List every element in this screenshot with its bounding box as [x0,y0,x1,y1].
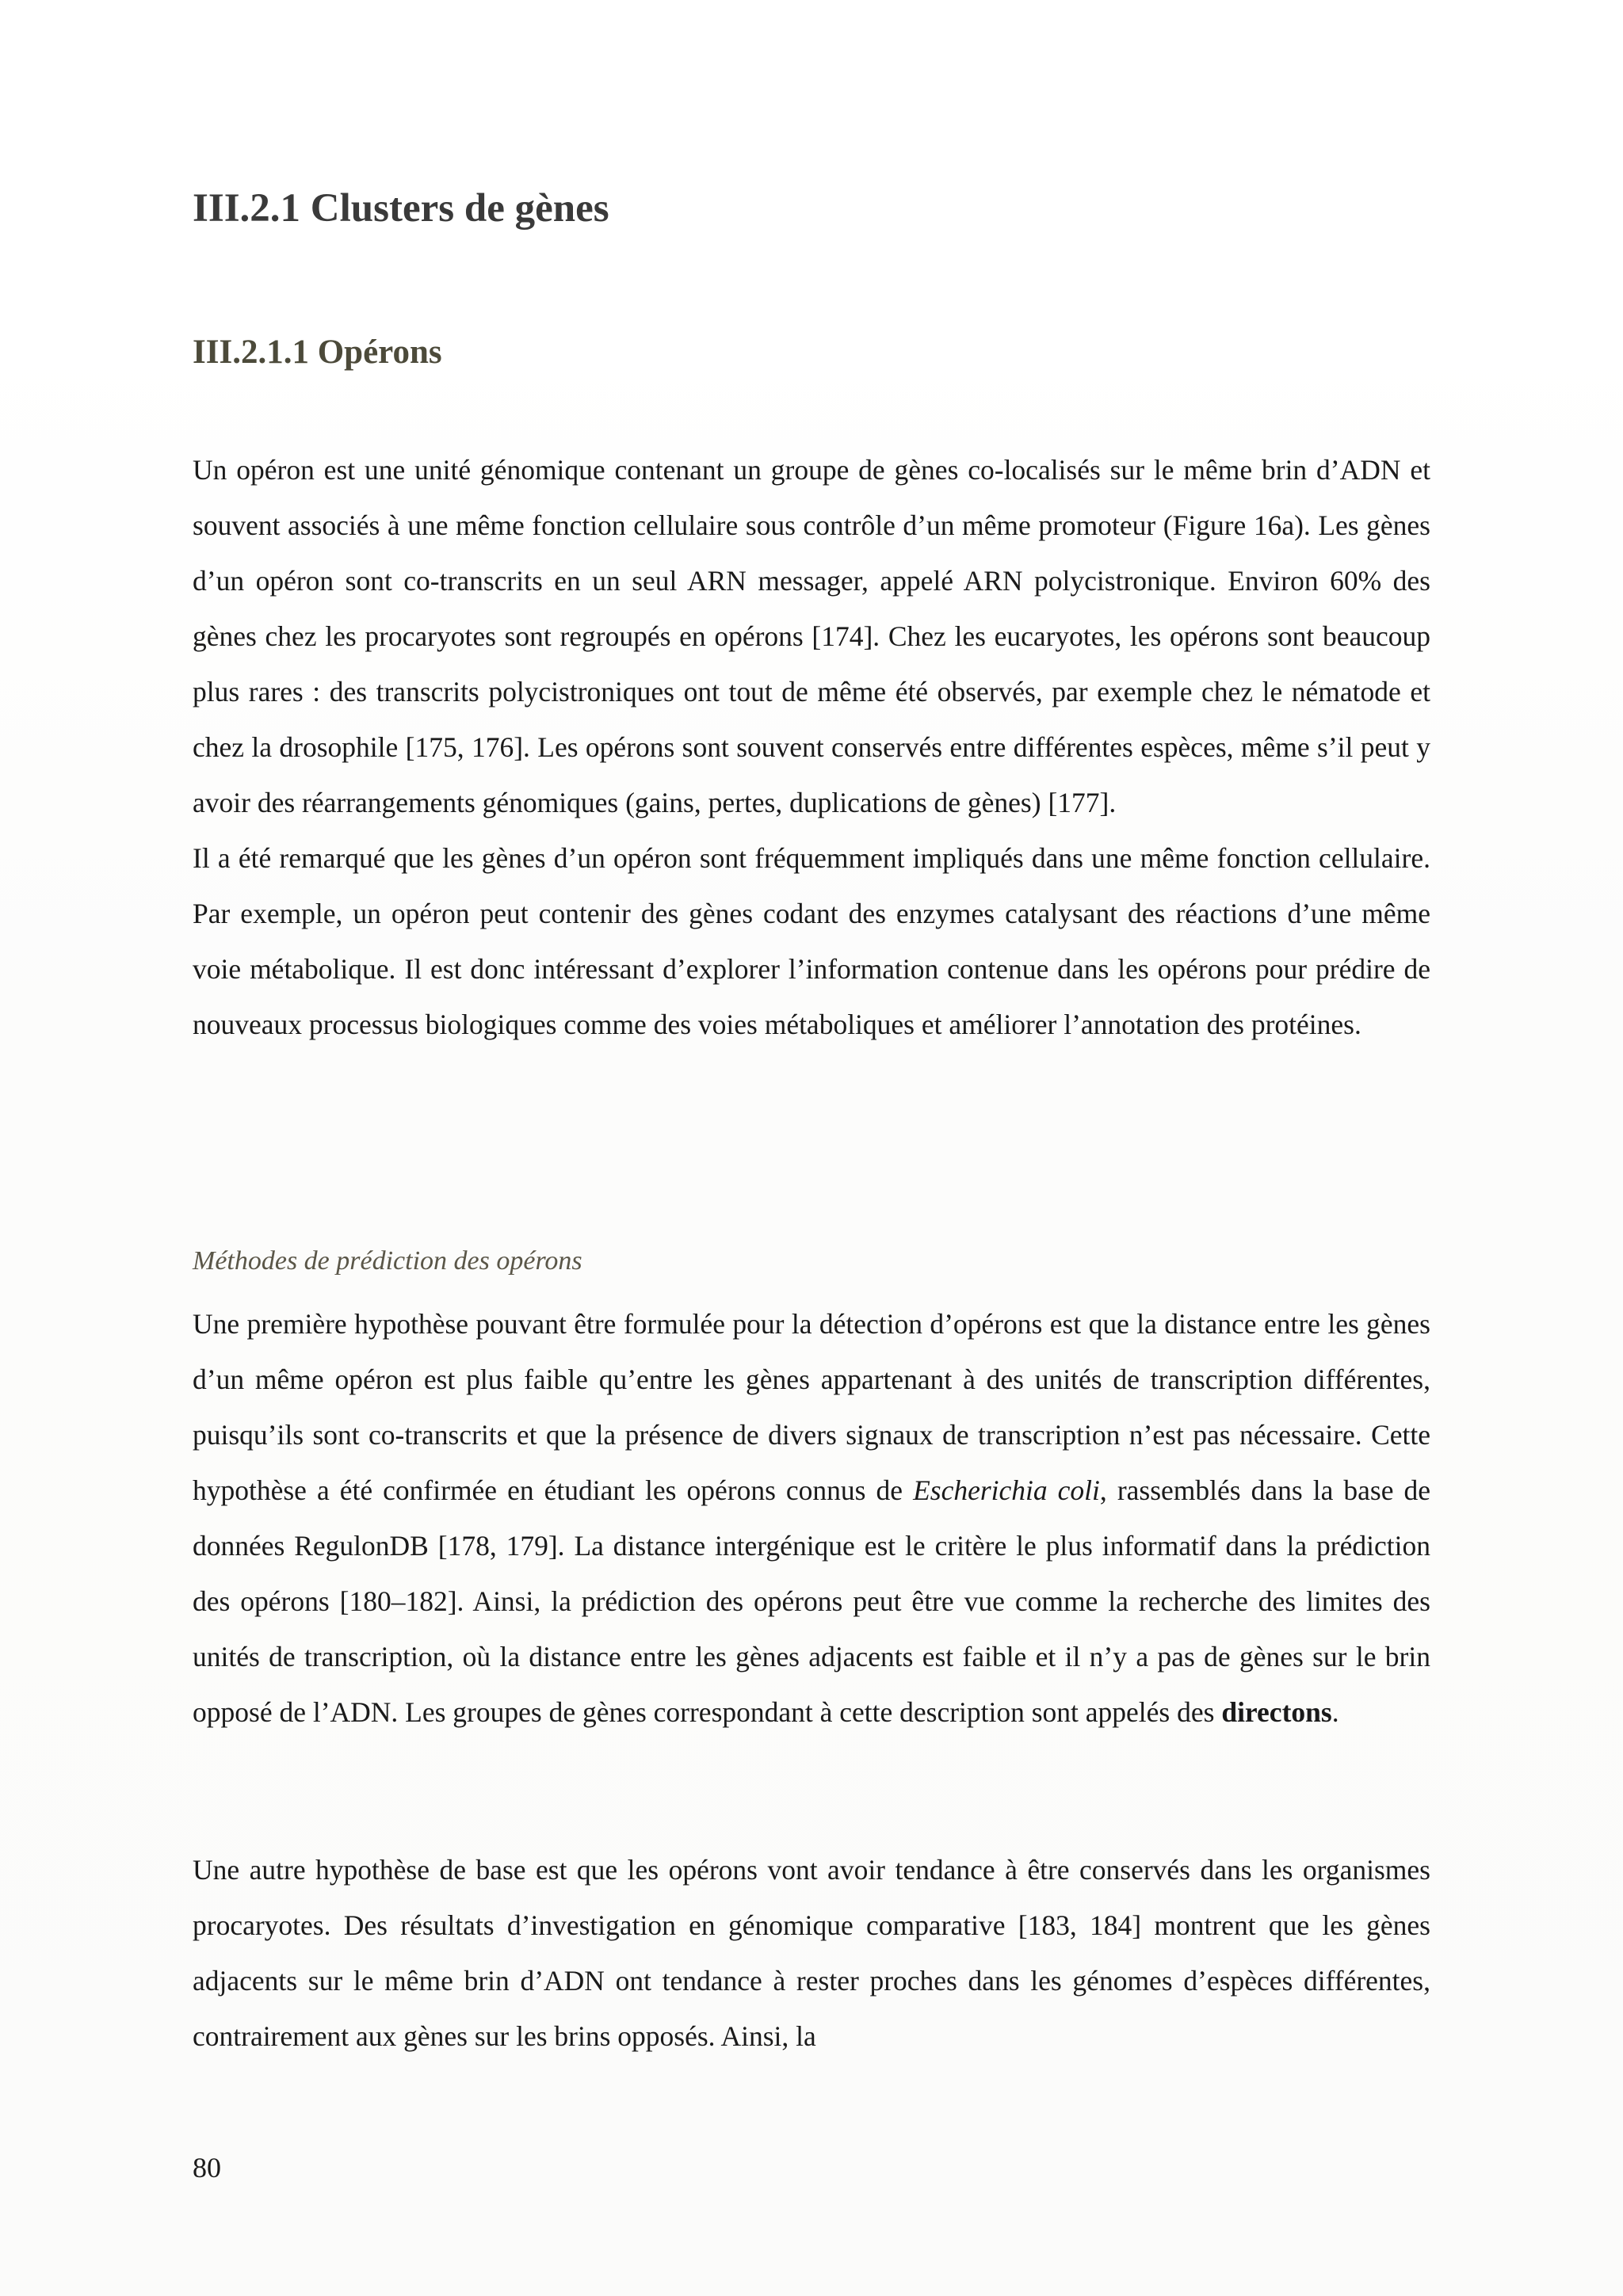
paragraph-text: Une première hypothèse pouvant être formulée pour la détection d’opérons est que la distance entre les gènes d’un même opéron est plus faible qu’entre les gènes appartenant à des unités de transcription différentes, puisqu’ils sont co-transcrits et que la présence de divers signaux de transcription n’est pas nécessaire. Cette hypothèse a été confirmée en étudiant les opérons connus de [193,1308,1430,1506]
methods-heading: Méthodes de prédiction des opérons [193,1246,582,1276]
paragraph-operon-definition: Un opéron est une unité génomique contenant un groupe de gènes co-localisés sur le même brin d’ADN et souvent associés à une même fonction cellulaire sous contrôle d’un même promoteur (Figure 16a). Les gènes d’un opéron sont co-transcrits en un seul ARN messager, appelé ARN polycistronique. Environ 60% des gènes chez les procaryotes sont regroupés en opérons [174]. Chez les eucaryotes, les opérons sont beaucoup plus rares : des transcrits polycistroniques ont tout de même été observés, par exemple chez le nématode et chez la drosophile [175, 176]. Les opérons sont souvent conservés entre différentes espèces, même s’il peut y avoir des réarrangements génomiques (gains, pertes, duplications de gènes) [177]. [193,454,1430,818]
species-name: Escherichia coli [913,1474,1100,1506]
paragraph-operon-function: Il a été remarqué que les gènes d’un opéron sont fréquemment impliqués dans une même fonction cellulaire. Par exemple, un opéron peut contenir des gènes codant des enzymes catalysant des réactions d’une même voie métabolique. Il est donc intéressant d’explorer l’information contenue dans les opérons pour prédire de nouveaux processus biologiques comme des voies métaboliques et améliorer l’annotation des protéines. [193,842,1430,1040]
page-number: 80 [193,2152,221,2183]
paragraph-text: . [1331,1696,1339,1728]
subsection-title: III.2.1.1 Opérons [193,334,442,371]
operon-text-block [193,442,1430,1052]
term-directons: directons [1221,1696,1332,1728]
section-title: III.2.1 Clusters de gènes [193,186,609,231]
conservation-text-block [193,1842,1430,2064]
paragraph-operon-conservation: Une autre hypothèse de base est que les opérons vont avoir tendance à être conservés dans les organismes procaryotes. Des résultats d’investigation en génomique comparative [183, 184] montrent que les gènes adjacents sur le même brin d’ADN ont tendance à rester proches dans les génomes d’espèces différentes, contrairement aux gènes sur les brins opposés. Ainsi, la [193,1854,1430,2052]
paragraph-intergenic-distance [193,1296,1430,1740]
paragraph-text: , rassemblés dans la base de données RegulonDB [178, 179]. La distance intergénique est le critère le plus informatif dans la prédiction des opérons [180–182]. Ainsi, la prédiction des opérons peut être vue comme la recherche des limites des unités de transcription, où la distance entre les gènes adjacents est faible et il n’y a pas de gènes sur le brin opposé de l’ADN. Les groupes de gènes correspondant à cette description sont appelés des [193,1474,1430,1728]
methods-text-block [193,1296,1430,1740]
